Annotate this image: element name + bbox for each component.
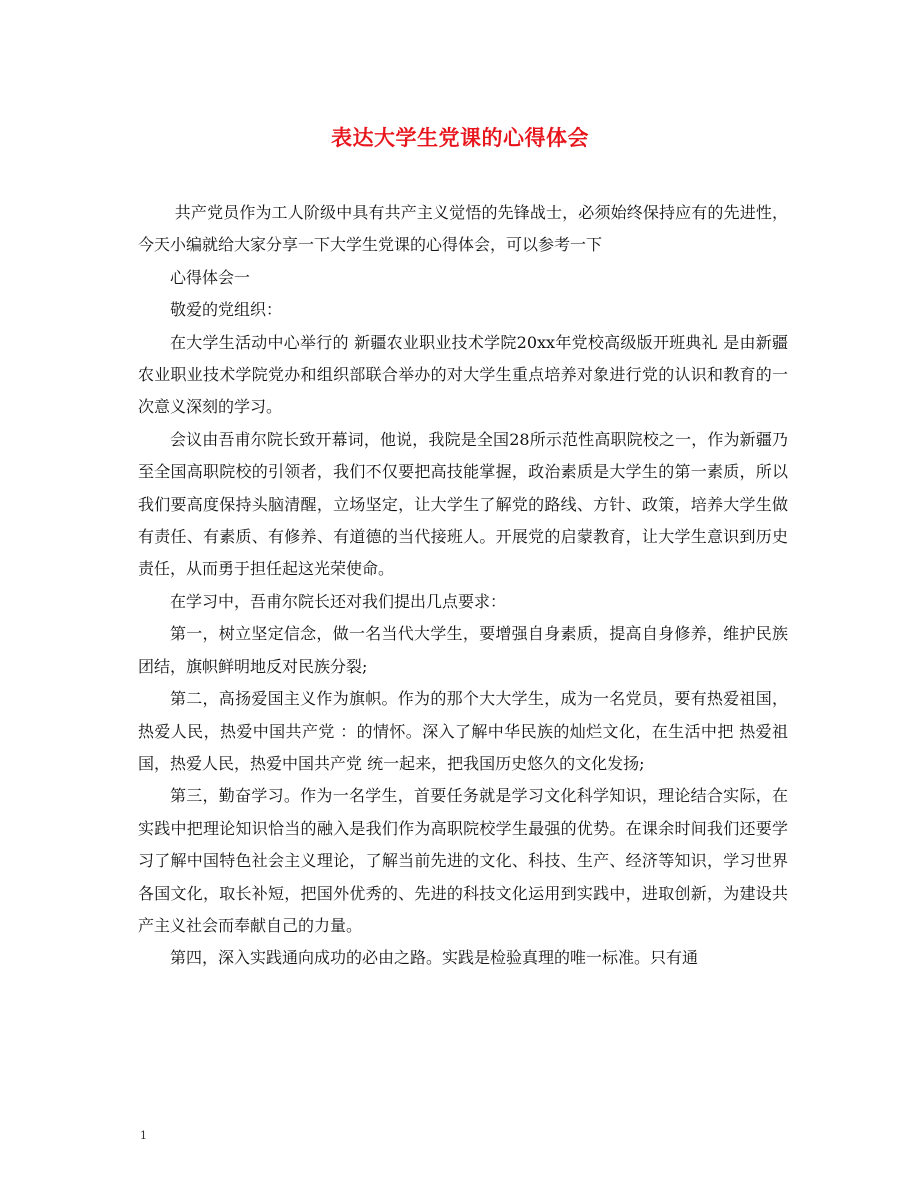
body-paragraph: 第一，树立坚定信念，做一名当代大学生，要增强自身素质，提高自身修养，维护民族团结，旗帜鲜明地反对民族分裂; [138,624,788,676]
document-body [138,197,788,975]
body-paragraph: 在大学生活动中心举行的 新疆农业职业技术学院20xx年党校高级版开班典礼 是由新疆农业职业技术学院党办和组织部联合举办的对大学生重点培养对象进行党的认识和教育的一次意义深刻的学习。 [138,332,788,417]
intro-paragraph: 共产党员作为工人阶级中具有共产主义觉悟的先锋战士，必须始终保持应有的先进性，今天小编就给大家分享一下大学生党课的心得体会，可以参考一下 [138,203,788,255]
body-paragraph: 第三，勤奋学习。作为一名学生，首要任务就是学习文化科学知识，理论结合实际，在实践中把理论知识恰当的融入是我们作为高职院校学生最强的优势。在课余时间我们还要学习了解中国特色社会主义理论，了解当前先进的文化、科技、生产、经济等知识，学习世界各国文化，取长补短，把国外优秀的、先进的科技文化运用到实践中，进取创新，为建设共产主义社会而奉献自己的力量。 [138,786,788,935]
body-paragraph: 第四，深入实践通向成功的必由之路。实践是检验真理的唯一标准。只有通 [170,948,699,968]
body-paragraph: 第二，高扬爱国主义作为旗帜。作为的那个大大学生，成为一名党员，要有热爱祖国，热爱人民，热爱中国共产党 ：的情怀。深入了解中华民族的灿烂文化，在生活中把 热爱祖国，热爱人民，热爱中国共产党 统一起来，把我国历史悠久的文化发扬; [138,689,788,773]
body-paragraph: 会议由吾甫尔院长致开幕词，他说，我院是全国28所示范性高职院校之一，作为新疆乃至全国高职院校的引领者，我们不仅要把高技能掌握，政治素质是大学生的第一素质，所以我们要高度保持头脑清醒，立场坚定，让大学生了解党的路线、方针、政策，培养大学生做有责任、有素质、有修养、有道德的当代接班人。开展党的启蒙教育，让大学生意识到历史责任，从而勇于担任起这光荣使命。 [138,429,788,579]
document-title: 表达大学生党课的心得体会 [331,125,589,150]
body-paragraph: 在学习中，吾甫尔院长还对我们提出几点要求： [170,591,507,611]
section-heading: 心得体会一 [170,267,251,287]
page-number: 1 [140,1129,147,1142]
salutation: 敬爱的党组织： [170,300,283,320]
